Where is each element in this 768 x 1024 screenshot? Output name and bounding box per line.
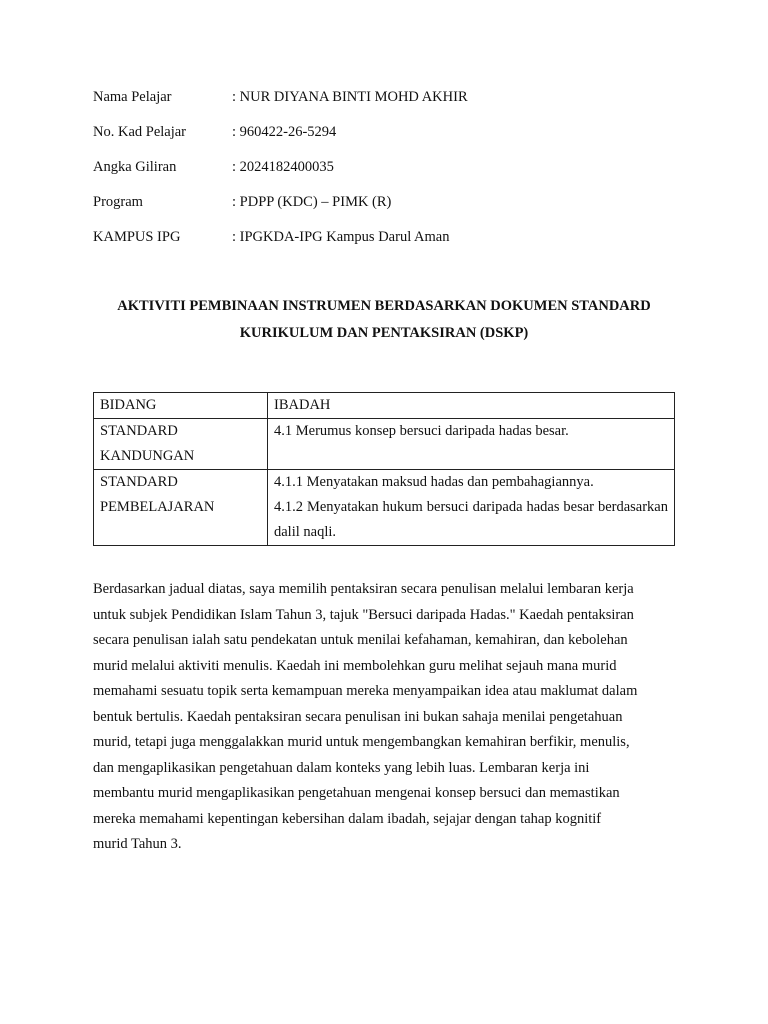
- info-label: Angka Giliran: [93, 159, 177, 175]
- info-row-angka: [93, 157, 693, 192]
- document-title: [93, 293, 675, 347]
- cell-text: BIDANG: [100, 397, 157, 413]
- info-label: No. Kad Pelajar: [93, 124, 187, 140]
- table-row: [94, 419, 675, 470]
- table-content-cell: [268, 393, 675, 419]
- standards-table: [93, 392, 675, 546]
- cell-text: 4.1 Merumus konsep bersuci daripada hadas besar.: [274, 423, 569, 439]
- info-value: : 2024182400035: [232, 159, 334, 175]
- cell-text: KANDUNGAN: [100, 448, 195, 464]
- info-label: Nama Pelajar: [93, 89, 172, 105]
- title-line: KURIKULUM DAN PENTAKSIRAN (DSKP): [239, 325, 529, 341]
- cell-text: STANDARD: [100, 423, 178, 439]
- cell-text: 4.1.2 Menyatakan hukum bersuci daripada hadas besar berdasarkan dalil naqli.: [274, 499, 668, 540]
- table-row: [94, 470, 675, 546]
- body-paragraph: Berdasarkan jadual diatas, saya memilih pentaksiran secara penulisan melalui lembaran kerja untuk subjek Pendidikan Islam Tahun 3, tajuk "Bersuci daripada Hadas." Kaedah pentaksiran secara penulisan ialah satu pendekatan untuk menilai kefahaman, kemahiran, dan kebolehan murid melalui aktiviti menulis. Kaedah ini membolehkan guru melihat sejauh mana murid memahami sesuatu topik serta kemampuan mereka menyampaikan idea atau maklumat dalam bentuk bertulis. Kaedah pentaksiran secara penulisan ini bukan sahaja menilai pengetahuan murid, tetapi juga menggalakkan murid untuk mengembangkan kemahiran berfikir, menulis, dan mengaplikasikan pengetahuan dalam konteks yang lebih luas. Lembaran kerja ini membantu murid mengaplikasikan pengetahuan mengenai konsep bersuci dan memastikan mereka memahami kepentingan kebersihan dalam ibadah, sejajar dengan tahap kognitif murid Tahun 3.: [93, 581, 638, 852]
- table-header-cell: [94, 393, 268, 419]
- table-content-cell: [268, 419, 675, 470]
- info-label: Program: [93, 194, 143, 210]
- info-value: : 960422-26-5294: [232, 124, 337, 140]
- student-info: [93, 87, 693, 262]
- info-row-nama: [93, 87, 693, 122]
- info-label: KAMPUS IPG: [93, 229, 181, 245]
- info-value: : IPGKDA-IPG Kampus Darul Aman: [232, 229, 450, 245]
- table-header-cell: [94, 419, 268, 470]
- cell-text: STANDARD: [100, 474, 178, 490]
- info-value: : NUR DIYANA BINTI MOHD AKHIR: [232, 89, 468, 105]
- info-row-kampus: [93, 227, 693, 262]
- info-row-kad: [93, 122, 693, 157]
- info-row-program: [93, 192, 693, 227]
- cell-text: PEMBELAJARAN: [100, 499, 215, 515]
- table-content-cell: [268, 470, 675, 546]
- info-value: : PDPP (KDC) – PIMK (R): [232, 194, 392, 210]
- table-header-cell: [94, 470, 268, 546]
- cell-text: 4.1.1 Menyatakan maksud hadas dan pembahagiannya.: [274, 474, 594, 490]
- title-line: AKTIVITI PEMBINAAN INSTRUMEN BERDASARKAN DOKUMEN STANDARD: [117, 298, 651, 314]
- cell-text: IBADAH: [274, 397, 331, 413]
- table-row: [94, 393, 675, 419]
